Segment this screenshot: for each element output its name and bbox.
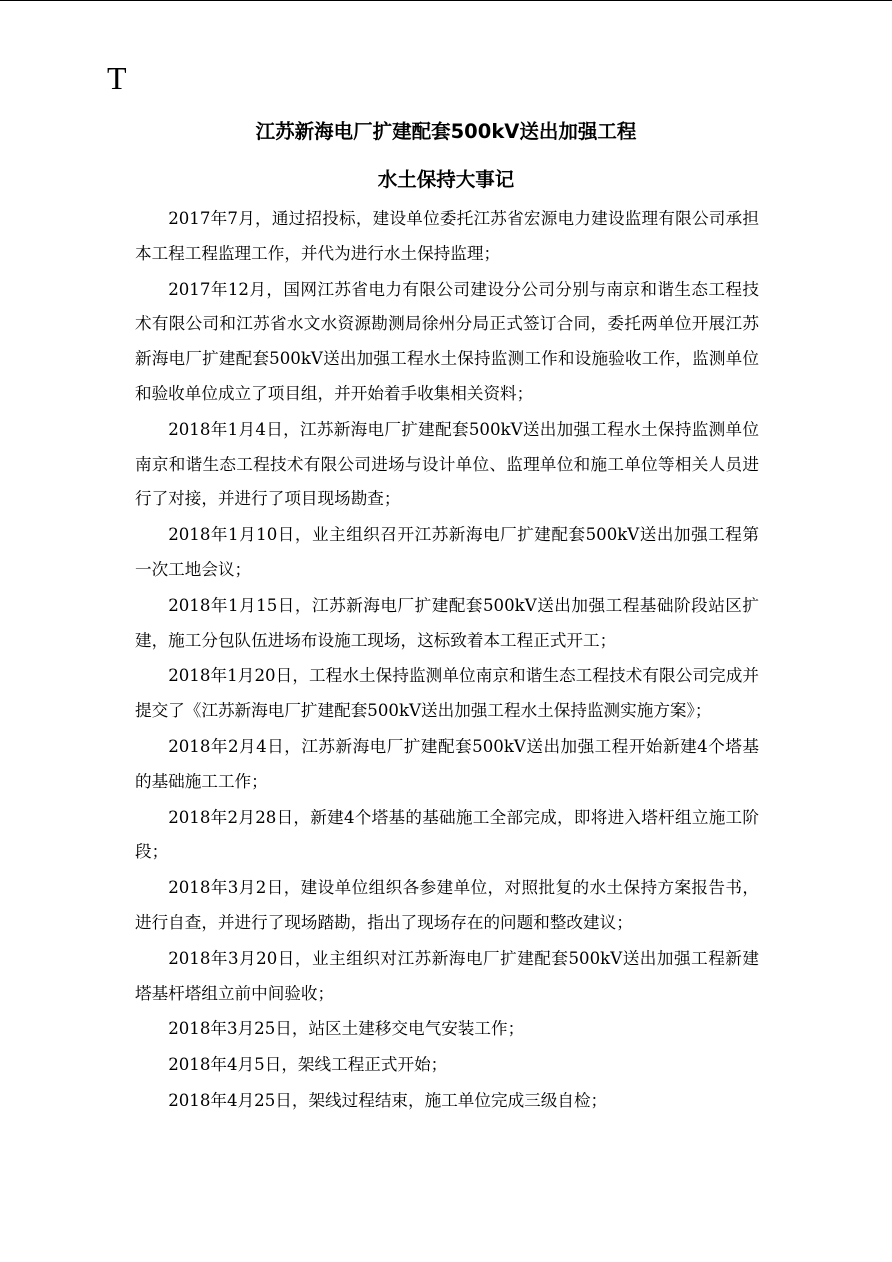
document-title: 江苏新海电厂扩建配套500kV送出加强工程 (255, 120, 637, 143)
event-paragraph-10: 2018年3月20日，业主组织对江苏新海电厂扩建配套500kV送出加强工程新建塔基杆塔组立前中间验收； (135, 948, 759, 1003)
corner-mark: T (107, 60, 127, 96)
event-paragraph-7: 2018年2月4日，江苏新海电厂扩建配套500kV送出加强工程开始新建4个塔基的基础施工工作； (135, 736, 759, 791)
event-paragraph-1: 2017年7月，通过招投标，建设单位委托江苏省宏源电力建设监理有限公司承担本工程工程监理工作，并代为进行水土保持监理； (135, 209, 759, 263)
event-paragraph-5: 2018年1月15日，江苏新海电厂扩建配套500kV送出加强工程基础阶段站区扩建，施工分包队伍进场布设施工现场，这标致着本工程正式开工； (135, 595, 759, 650)
event-paragraph-4: 2018年1月10日，业主组织召开江苏新海电厂扩建配套500kV送出加强工程第一次工地会议； (135, 525, 759, 579)
event-paragraph-11: 2018年3月25日，站区土建移交电气安装工作； (168, 1019, 525, 1039)
document-body (135, 202, 759, 1120)
event-paragraph-8: 2018年2月28日，新建4个塔基的基础施工全部完成，即将进入塔杆组立施工阶段； (135, 807, 759, 862)
event-paragraph-6: 2018年1月20日，工程水土保持监测单位南京和谐生态工程技术有限公司完成并提交了《江苏新海电厂扩建配套500kV送出加强工程水土保持监测实施方案》； (135, 666, 759, 721)
event-paragraph-9: 2018年3月2日，建设单位组织各参建单位，对照批复的水土保持方案报告书，进行自查，并进行了现场踏勘，指出了现场存在的问题和整改建议； (135, 878, 759, 932)
event-paragraph-2: 2017年12月，国网江苏省电力有限公司建设分公司分别与南京和谐生态工程技术有限公司和江苏省水文水资源勘测局徐州分局正式签订合同，委托两单位开展江苏新海电厂扩建配套500kV送出加强工程水土保持监测工作和设施验收工作，监测单位和验收单位成立了项目组，并开始着手收集相关资料； (135, 279, 759, 403)
event-paragraph-3: 2018年1月4日，江苏新海电厂扩建配套500kV送出加强工程水土保持监测单位南京和谐生态工程技术有限公司进场与设计单位、监理单位和施工单位等相关人员进行了对接，并进行了项目现场勘查； (135, 419, 759, 509)
event-paragraph-13: 2018年4月25日，架线过程结束，施工单位完成三级自检； (168, 1090, 608, 1110)
event-paragraph-12: 2018年4月5日，架线工程正式开始； (168, 1055, 448, 1075)
document-subtitle: 水土保持大事记 (377, 168, 515, 191)
